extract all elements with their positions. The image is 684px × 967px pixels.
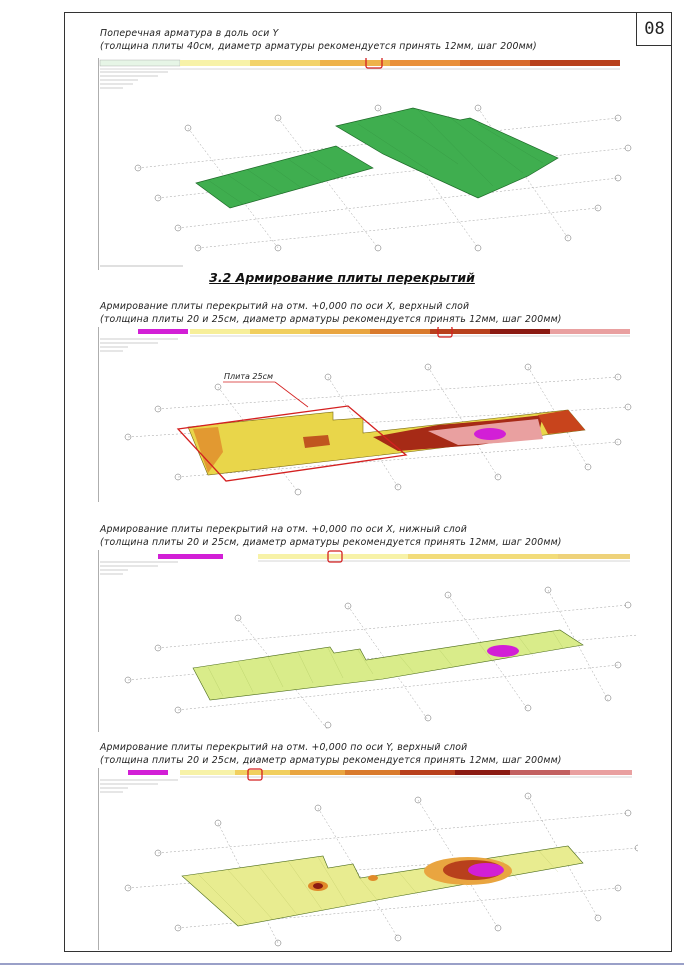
slab-25cm-callout: Плита 25см (224, 372, 274, 381)
green-slab-left (196, 146, 373, 208)
pale-green-slab (193, 630, 583, 700)
page-bottom-edge (0, 963, 684, 965)
figure-1-caption-line1: Поперечная арматура в доль оси Y (100, 28, 279, 39)
figure-4-caption-line2: (толщина плиты 20 и 25см, диаметр арматуры рекомендуется принять 12мм, шаг 200мм) (100, 755, 562, 766)
figure-4-caption-line1: Армирование плиты перекрытий на отм. +0,000 по оси Y, верхный слой (100, 742, 468, 753)
figure-3-caption-line1: Армирование плиты перекрытий на отм. +0,000 по оси X, нижный слой (100, 524, 467, 535)
figure-2-color-scale (138, 327, 630, 337)
figure-1-caption-line2: (толщина плиты 40см, диаметр арматуры рекомендуется принять 12мм, шаг 200мм) (100, 41, 537, 52)
page-number: 08 (636, 12, 672, 46)
figure-1-color-scale (100, 58, 620, 69)
figure-3-slab-plot (98, 550, 638, 732)
green-slab-right (336, 108, 558, 198)
figure-3-caption-line2: (толщина плиты 20 и 25см, диаметр арматуры рекомендуется принять 12мм, шаг 200мм) (100, 537, 562, 548)
figure-2-caption-line2: (толщина плиты 20 и 25см, диаметр арматуры рекомендуется принять 12мм, шаг 200мм) (100, 314, 562, 325)
figure-3-color-scale (158, 551, 630, 562)
figure-1-slab-plot (98, 58, 638, 270)
figure-4-color-scale (128, 769, 632, 780)
figure-2-caption-line1: Армирование плиты перекрытий на отм. +0,000 по оси X, верхный слой (100, 301, 470, 312)
slab-hotspot (487, 645, 519, 657)
figure-4-slab-plot (98, 768, 638, 950)
section-heading: 3.2 Армирование плиты перекрытий (209, 270, 475, 285)
figure-2-slab-plot (98, 327, 638, 502)
pale-yellow-slab (182, 846, 583, 926)
